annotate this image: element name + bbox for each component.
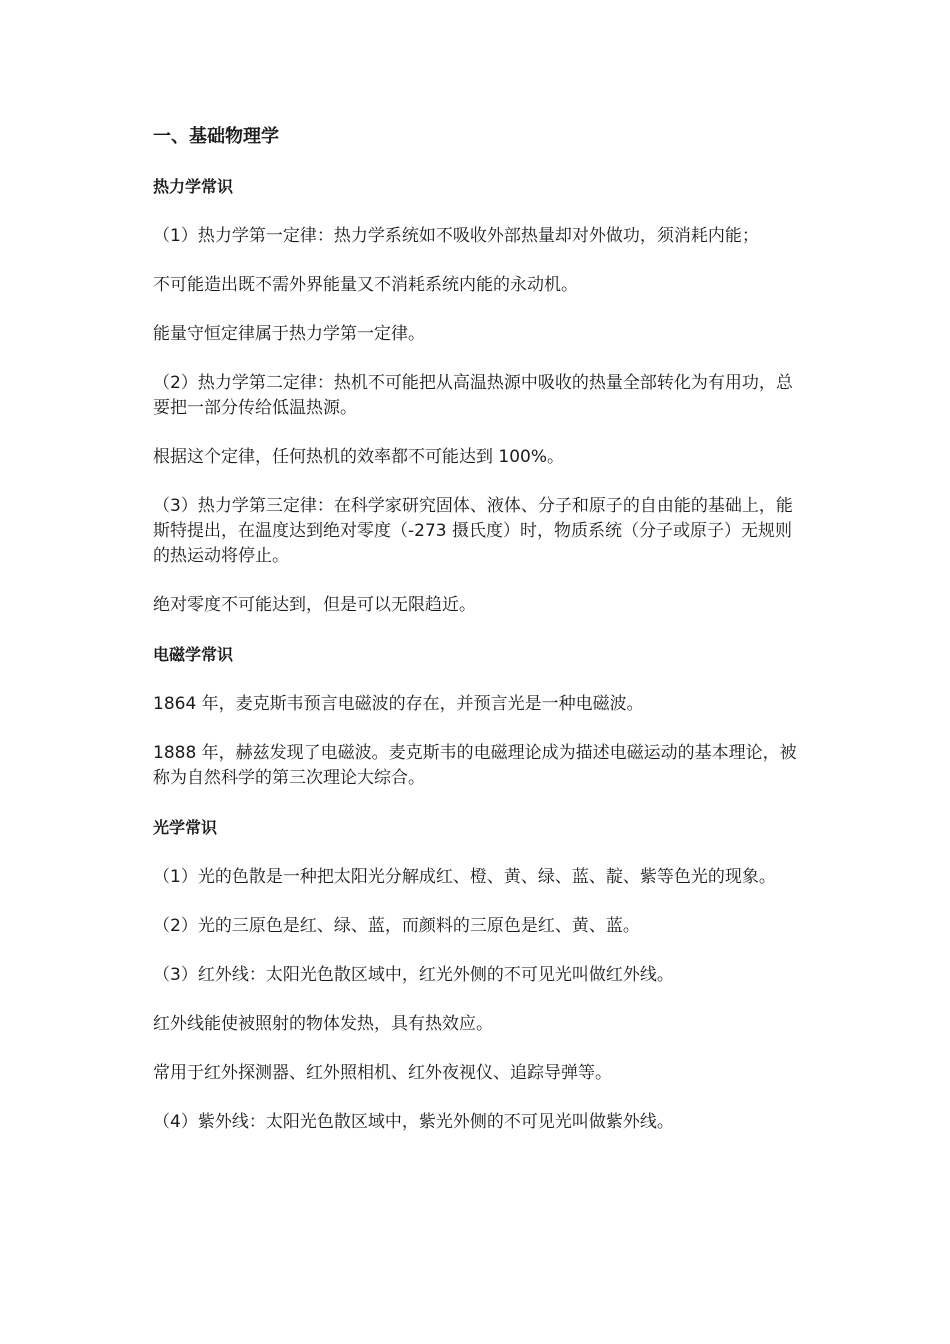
section-title-optics: 光学常识 xyxy=(153,818,218,837)
paragraph: 1864 年，麦克斯韦预言电磁波的存在，并预言光是一种电磁波。 xyxy=(153,694,644,714)
paragraph: 能量守恒定律属于热力学第一定律。 xyxy=(153,324,425,344)
paragraph: （4）紫外线：太阳光色散区域中，紫光外侧的不可见光叫做紫外线。 xyxy=(153,1112,674,1132)
paragraph: （3）热力学第三定律：在科学家研究固体、液体、分子和原子的自由能的基础上，能斯特提出，在温度达到绝对零度（-273 摄氏度）时，物质系统（分子或原子）无规则的热运动将停止。 xyxy=(153,496,793,566)
paragraph: （2）光的三原色是红、绿、蓝，而颜料的三原色是红、黄、蓝。 xyxy=(153,916,640,936)
paragraph: （1）光的色散是一种把太阳光分解成红、橙、黄、绿、蓝、靛、紫等色光的现象。 xyxy=(153,867,776,887)
document-body xyxy=(153,124,801,1159)
paragraph: （3）红外线：太阳光色散区域中，红光外侧的不可见光叫做红外线。 xyxy=(153,965,674,985)
paragraph: （2）热力学第二定律：热机不可能把从高温热源中吸收的热量全部转化为有用功，总要把一部分传给低温热源。 xyxy=(153,373,793,418)
section-title-electromagnetism: 电磁学常识 xyxy=(153,645,234,664)
paragraph: 不可能造出既不需外界能量又不消耗系统内能的永动机。 xyxy=(153,275,578,295)
paragraph: 根据这个定律，任何热机的效率都不可能达到 100%。 xyxy=(153,447,565,467)
section-title-thermodynamics: 热力学常识 xyxy=(153,177,234,196)
paragraph: 1888 年，赫兹发现了电磁波。麦克斯韦的电磁理论成为描述电磁运动的基本理论，被称为自然科学的第三次理论大综合。 xyxy=(153,743,797,788)
paragraph: （1）热力学第一定律：热力学系统如不吸收外部热量却对外做功，须消耗内能； xyxy=(153,226,759,246)
paragraph: 绝对零度不可能达到，但是可以无限趋近。 xyxy=(153,595,476,615)
paragraph: 红外线能使被照射的物体发热，具有热效应。 xyxy=(153,1014,493,1034)
paragraph: 常用于红外探测器、红外照相机、红外夜视仪、追踪导弹等。 xyxy=(153,1063,612,1083)
main-heading: 一、基础物理学 xyxy=(153,126,279,147)
